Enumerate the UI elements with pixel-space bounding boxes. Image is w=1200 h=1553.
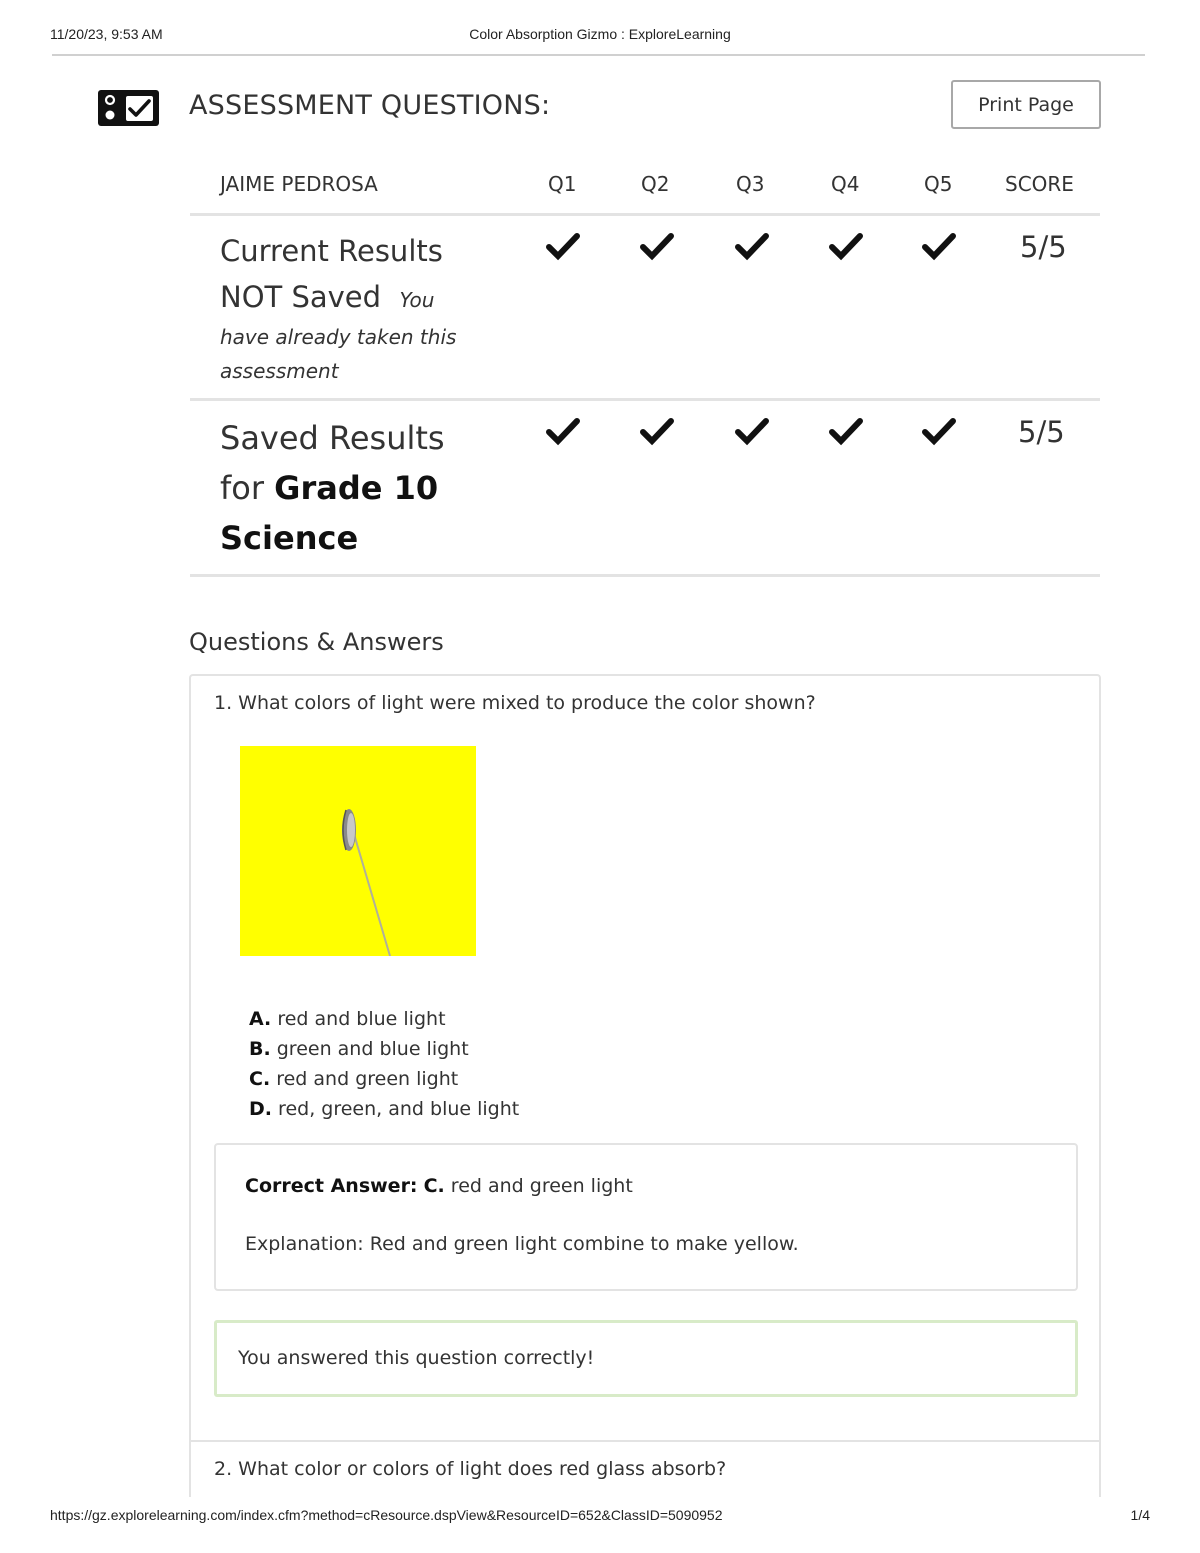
current-score: 5/5 xyxy=(1020,230,1067,264)
print-header xyxy=(50,26,1150,46)
feedback-box xyxy=(214,1320,1078,1397)
column-header-q2: Q2 xyxy=(641,172,670,196)
choice-b: B. green and blue light xyxy=(249,1038,469,1060)
page-url: https://gz.explorelearning.com/index.cfm?method=cResource.dspView&ResourceID=652&ClassID=5090952 xyxy=(50,1507,723,1523)
check-icon xyxy=(829,415,863,447)
saved-results-label xyxy=(220,413,480,563)
check-icon xyxy=(735,415,769,447)
column-header-q5: Q5 xyxy=(924,172,953,196)
results-header-row xyxy=(190,160,1100,216)
check-icon xyxy=(640,230,674,262)
results-table xyxy=(190,160,1100,577)
already-taken-note: have already taken this assessment xyxy=(220,325,457,383)
column-header-q1: Q1 xyxy=(548,172,577,196)
class-name: Grade 10 xyxy=(274,469,439,507)
assessment-checklist-icon xyxy=(98,90,159,126)
class-name-continued: Science xyxy=(220,519,359,557)
check-icon xyxy=(922,415,956,447)
questions-answers-heading: Questions & Answers xyxy=(189,628,444,656)
check-icon xyxy=(922,230,956,262)
feedback-text: You answered this question correctly! xyxy=(238,1347,595,1369)
page-title: ASSESSMENT QUESTIONS: xyxy=(189,90,551,121)
check-icon xyxy=(829,230,863,262)
question-1-image xyxy=(240,746,476,956)
correct-answer: Correct Answer: C. red and green light xyxy=(245,1175,633,1197)
saved-score: 5/5 xyxy=(1018,415,1065,449)
saved-results-title: Saved Results xyxy=(220,419,445,457)
questions-panel xyxy=(189,674,1101,1553)
saved-results-row xyxy=(190,401,1100,577)
check-icon xyxy=(546,415,580,447)
question-2-text: 2. What color or colors of light does red glass absorb? xyxy=(214,1458,727,1480)
column-header-q3: Q3 xyxy=(736,172,765,196)
check-icon xyxy=(735,230,769,262)
choice-a: A. red and blue light xyxy=(249,1008,446,1030)
footer-band xyxy=(0,1497,1200,1553)
question-divider xyxy=(191,1440,1099,1442)
choice-c: C. red and green light xyxy=(249,1068,459,1090)
column-header-q4: Q4 xyxy=(831,172,860,196)
print-datetime: 11/20/23, 9:53 AM xyxy=(50,26,163,42)
already-taken-note-start: You xyxy=(399,288,435,312)
column-header-score: SCORE xyxy=(1005,172,1074,196)
not-saved-label: NOT Saved xyxy=(220,280,382,314)
question-1-choices xyxy=(249,1004,519,1124)
correct-answer-box xyxy=(214,1143,1078,1291)
current-results-title: Current Results xyxy=(220,234,443,268)
check-icon xyxy=(546,230,580,262)
print-page-button[interactable]: Print Page xyxy=(951,80,1101,129)
header-divider xyxy=(52,54,1145,56)
current-results-label xyxy=(220,228,480,388)
saved-for-word: for xyxy=(220,469,264,507)
current-results-row xyxy=(190,216,1100,401)
page-number: 1/4 xyxy=(1130,1507,1150,1523)
question-1-text: 1. What colors of light were mixed to produce the color shown? xyxy=(214,692,816,714)
explanation-text: Explanation: Red and green light combine to make yellow. xyxy=(245,1233,799,1255)
check-icon xyxy=(640,415,674,447)
student-name: JAIME PEDROSA xyxy=(220,172,378,196)
print-page-title: Color Absorption Gizmo : ExploreLearning xyxy=(469,26,731,42)
choice-d: D. red, green, and blue light xyxy=(249,1098,520,1120)
